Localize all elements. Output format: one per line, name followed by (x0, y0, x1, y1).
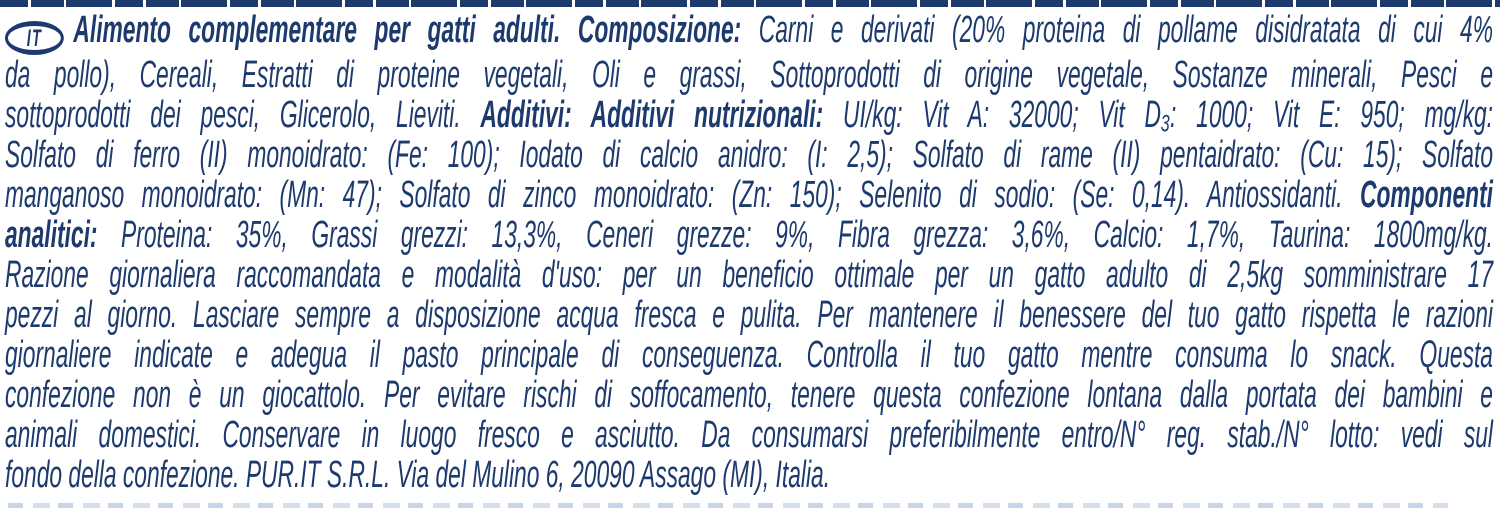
label-segment: animali domestici. Conservare in luogo fresco e asciutto. Da consumarsi preferibilmente entro/N° reg. stab./N° lotto: vedi sul (5, 414, 1493, 456)
label-segment: Composizione: (577, 9, 759, 51)
label-line (5, 95, 1493, 135)
label-line (5, 215, 1493, 255)
label-line (5, 10, 1493, 55)
label-line (5, 255, 1493, 295)
cropped-text-bottom (8, 503, 1448, 508)
label-segment: Razione giornaliera raccomandata e modalità d'uso: per un beneficio ottimale per un gatto adulto di 2,5kg somministrare 17 (5, 254, 1493, 296)
label-segment: Proteina: 35%, Grassi grezzi: 13,3%, Ceneri grezze: 9%, Fibra grezza: 3,6%, Calcio: 1,7%, Taurina: 1800mg/kg. (121, 214, 1494, 256)
label-segment: fondo della confezione. PUR.IT S.R.L. Via del Mulino 6, 20090 Assago (MI), Italia. (5, 454, 831, 496)
label-text (0, 10, 1500, 495)
label-segment: giornaliere indicate e adegua il pasto principale di conseguenza. Controlla il tuo gatto mentre consuma lo snack. Questa (5, 334, 1493, 376)
label-segment: Solfato di ferro (II) monoidrato: (Fe: 100); Iodato di calcio anidro: (I: 2,5); Solfato di rame (II) pentaidrato: (Cu: 15); Solfato (5, 134, 1493, 176)
it-language-badge: IT (5, 21, 64, 55)
label-segment: Carni e derivati (20% proteina di pollame disidratata di cui 4% (758, 9, 1493, 51)
label-line (5, 375, 1493, 415)
label-segment: pezzi al giorno. Lasciare sempre a disposizione acqua fresca e pulita. Per mantenere il benessere del tuo gatto rispetta le razioni (5, 294, 1493, 336)
label-segment: analitici: (5, 214, 122, 256)
label-line (5, 295, 1493, 335)
label-line (5, 55, 1493, 95)
label-line (5, 455, 1493, 495)
cropped-text-top (0, 0, 1500, 7)
label-segment: Alimento complementare per gatti adulti. (73, 9, 578, 51)
label-segment: UI/kg: Vit A: 32000; Vit D₃: 1000; Vit E: 950; mg/kg: (843, 94, 1493, 136)
label-segment: da pollo), Cereali, Estratti di proteine vegetali, Oli e grassi, Sottoprodotti di origine vegetale, Sostanze minerali, Pesci e (5, 54, 1493, 96)
label-segment: manganoso monoidrato: (Mn: 47); Solfato di zinco monoidrato: (Zn: 150); Selenito di sodio: (Se: 0,14). Antiossidanti. (5, 174, 1361, 216)
label-line (5, 175, 1493, 215)
label-line (5, 335, 1493, 375)
label-line (5, 415, 1493, 455)
label-segment: sottoprodotti dei pesci, Glicerolo, Lieviti. (5, 94, 481, 136)
label-segment: Componenti (1360, 174, 1493, 216)
label-segment: Additivi: Additivi nutrizionali: (480, 94, 844, 136)
label-segment: confezione non è un giocattolo. Per evitare rischi di soffocamento, tenere questa confezione lontana dalla portata dei bambini e (5, 374, 1493, 416)
label-line (5, 135, 1493, 175)
